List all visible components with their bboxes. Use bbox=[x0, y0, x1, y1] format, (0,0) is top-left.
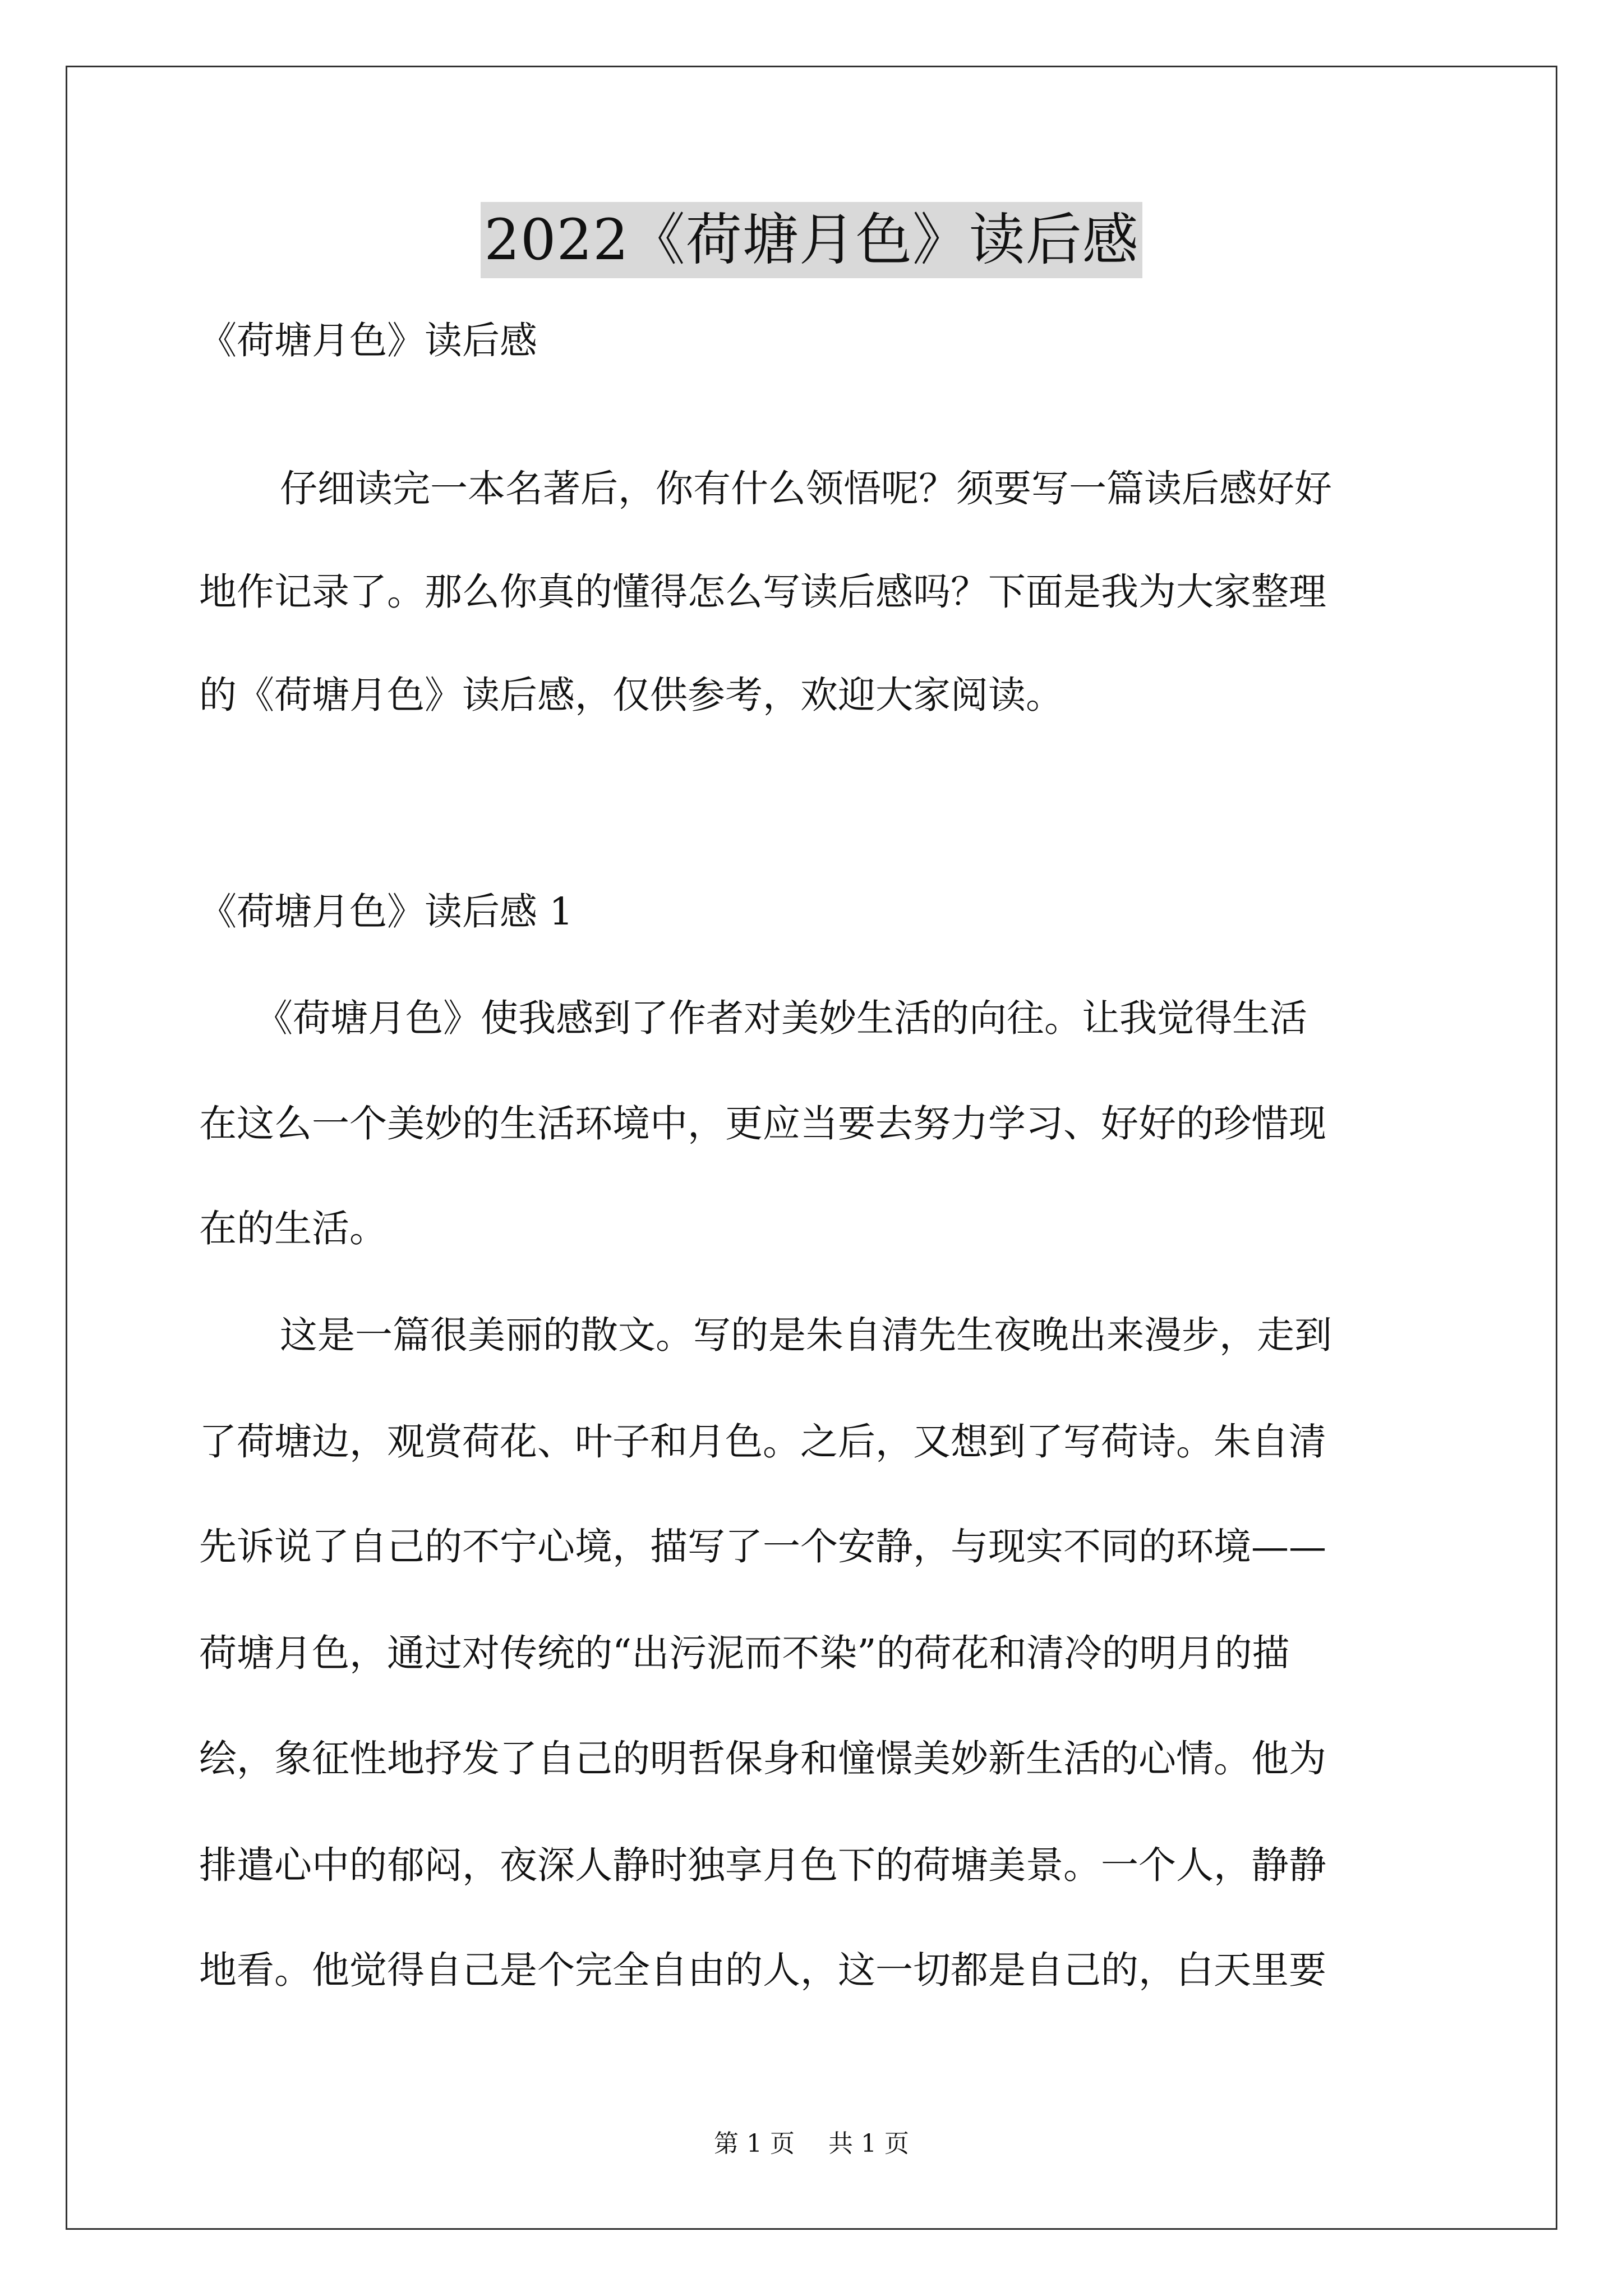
para1-line-3: 在的生活。 bbox=[199, 1207, 387, 1250]
para2-line-6: 排遣心中的郁闷，夜深人静时独享月色下的荷塘美景。一个人，静静 bbox=[199, 1843, 1326, 1887]
page-number: 第 1 页 bbox=[714, 2129, 795, 2158]
para2-line-2: 了荷塘边，观赏荷花、叶子和月色。之后，又想到了写荷诗。朱自清 bbox=[199, 1420, 1326, 1464]
page-footer bbox=[0, 2127, 1623, 2161]
document-title: 2022《荷塘月色》读后感 bbox=[481, 202, 1142, 278]
para2-line-4: 荷塘月色，通过对传统的“出污泥而不染”的荷花和清冷的明月的描 bbox=[199, 1631, 1290, 1675]
para2-line-5: 绘，象征性地抒发了自己的明哲保身和憧憬美妙新生活的心情。他为 bbox=[199, 1737, 1326, 1780]
para2-line-7: 地看。他觉得自己是个完全自由的人，这一切都是自己的，白天里要 bbox=[199, 1948, 1326, 1992]
para1-line-2: 在这么一个美妙的生活环境中，更应当要去努力学习、好好的珍惜现 bbox=[199, 1102, 1326, 1145]
document-title-block bbox=[0, 202, 1623, 278]
para1-line-1: 《荷塘月色》使我感到了作者对美妙生活的向往。让我觉得生活 bbox=[255, 996, 1307, 1040]
section-heading: 《荷塘月色》读后感 1 bbox=[199, 890, 573, 933]
subtitle: 《荷塘月色》读后感 bbox=[199, 319, 537, 362]
intro-line-2: 地作记录了。那么你真的懂得怎么写读后感吗？下面是我为大家整理 bbox=[199, 570, 1326, 614]
para2-line-1: 这是一篇很美丽的散文。写的是朱自清先生夜晚出来漫步，走到 bbox=[280, 1313, 1332, 1357]
intro-line-3: 的《荷塘月色》读后感，仅供参考，欢迎大家阅读。 bbox=[199, 673, 1063, 717]
page-total: 共 1 页 bbox=[828, 2129, 909, 2158]
intro-line-1: 仔细读完一本名著后，你有什么领悟呢？须要写一篇读后感好好 bbox=[280, 467, 1332, 510]
para2-line-3: 先诉说了自己的不宁心境，描写了一个安静，与现实不同的环境—— bbox=[199, 1525, 1326, 1568]
